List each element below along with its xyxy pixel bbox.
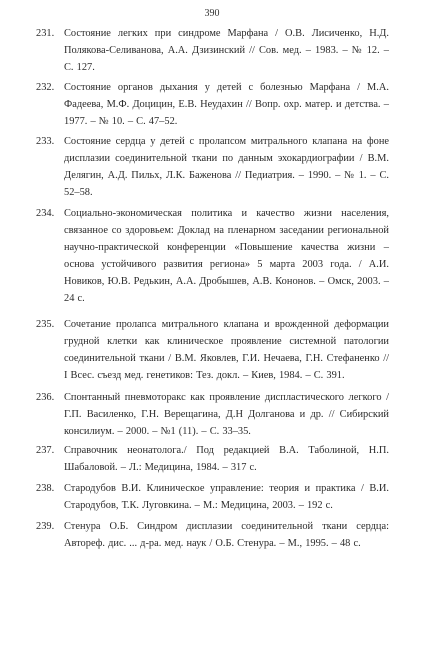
reference-number: 237. xyxy=(36,445,55,456)
reference-text: Состояние легких при синдроме Марфана / О.В. Лисиченко, Н.Д. Полякова-Селиванова, А.А. Дзизинский // Сов. мед. – 1983. – № 12. – С. 127. xyxy=(64,28,389,73)
reference-number: 233. xyxy=(36,136,55,147)
reference-text: Состояние органов дыхания у детей с болезнью Марфана / М.А. Фадеева, М.Ф. Доцицин, Е.В. Неудахин // Вопр. охр. матер. и детства. – 1977. – № 10. – С. 47–52. xyxy=(64,82,389,127)
reference-number: 232. xyxy=(36,82,55,93)
reference-text: Справочник неонатолога./ Под редакцией В.А. Таболиной, Н.П. Шабаловой. – Л.: Медицина, 1984. – 317 с. xyxy=(64,445,389,473)
page-number: 390 xyxy=(204,8,220,19)
reference-text: Социально-экономическая политика и качество жизни населения, связанное со здоровьем: Доклад на пленарном заседании региональной научно-практической конференции «Повышение качества жизни – основа устойчивого развития региона» 5 марта 2003 года. / А.И. Новиков, Ю.В. Редькин, А.А. Дробышев, А.В. Кононов. – Омск, 2003. – 24 с. xyxy=(64,208,389,304)
reference-text: Стародубов В.И. Клиническое управление: теория и практика / В.И. Стародубов, Т.К. Луговкина. – М.: Медицина, 2003. – 192 с. xyxy=(64,483,389,511)
reference-number: 236. xyxy=(36,392,55,403)
reference-number: 234. xyxy=(36,208,55,219)
reference-text: Стенура О.Б. Синдром дисплазии соединительной ткани сердца: Автореф. дис. ... д-ра. мед. наук / О.Б. Стенура. – М., 1995. – 48 с. xyxy=(64,521,389,549)
reference-number: 235. xyxy=(36,319,55,330)
reference-text: Сочетание пролапса митрального клапана и врожденной деформации грудной клетки как клиническое проявление системной патологии соединительной ткани / В.М. Яковлев, Г.И. Нечаева, Г.Н. Стефаненко // I Всес. съезд мед. генетиков: Тез. докл. – Киев, 1984. – С. 391. xyxy=(64,319,389,381)
reference-number: 238. xyxy=(36,483,55,494)
reference-number: 239. xyxy=(36,521,55,532)
reference-text: Состояние сердца у детей с пролапсом митрального клапана на фоне дисплазии соединительной ткани по данным эхокардиографии / В.М. Делягин, А.Д. Пильх, Л.К. Баженова // Педиатрия. – 1990. – № 1. – С. 52–58. xyxy=(64,136,389,198)
reference-text: Спонтанный пневмоторакс как проявление диспластического легкого / Г.П. Василенко, Г.Н. Верещагина, Д.Н Долганова и др. // Сибирский консилиум. – 2000. – №1 (11). – С. 33–35. xyxy=(64,392,389,437)
reference-number: 231. xyxy=(36,28,55,39)
